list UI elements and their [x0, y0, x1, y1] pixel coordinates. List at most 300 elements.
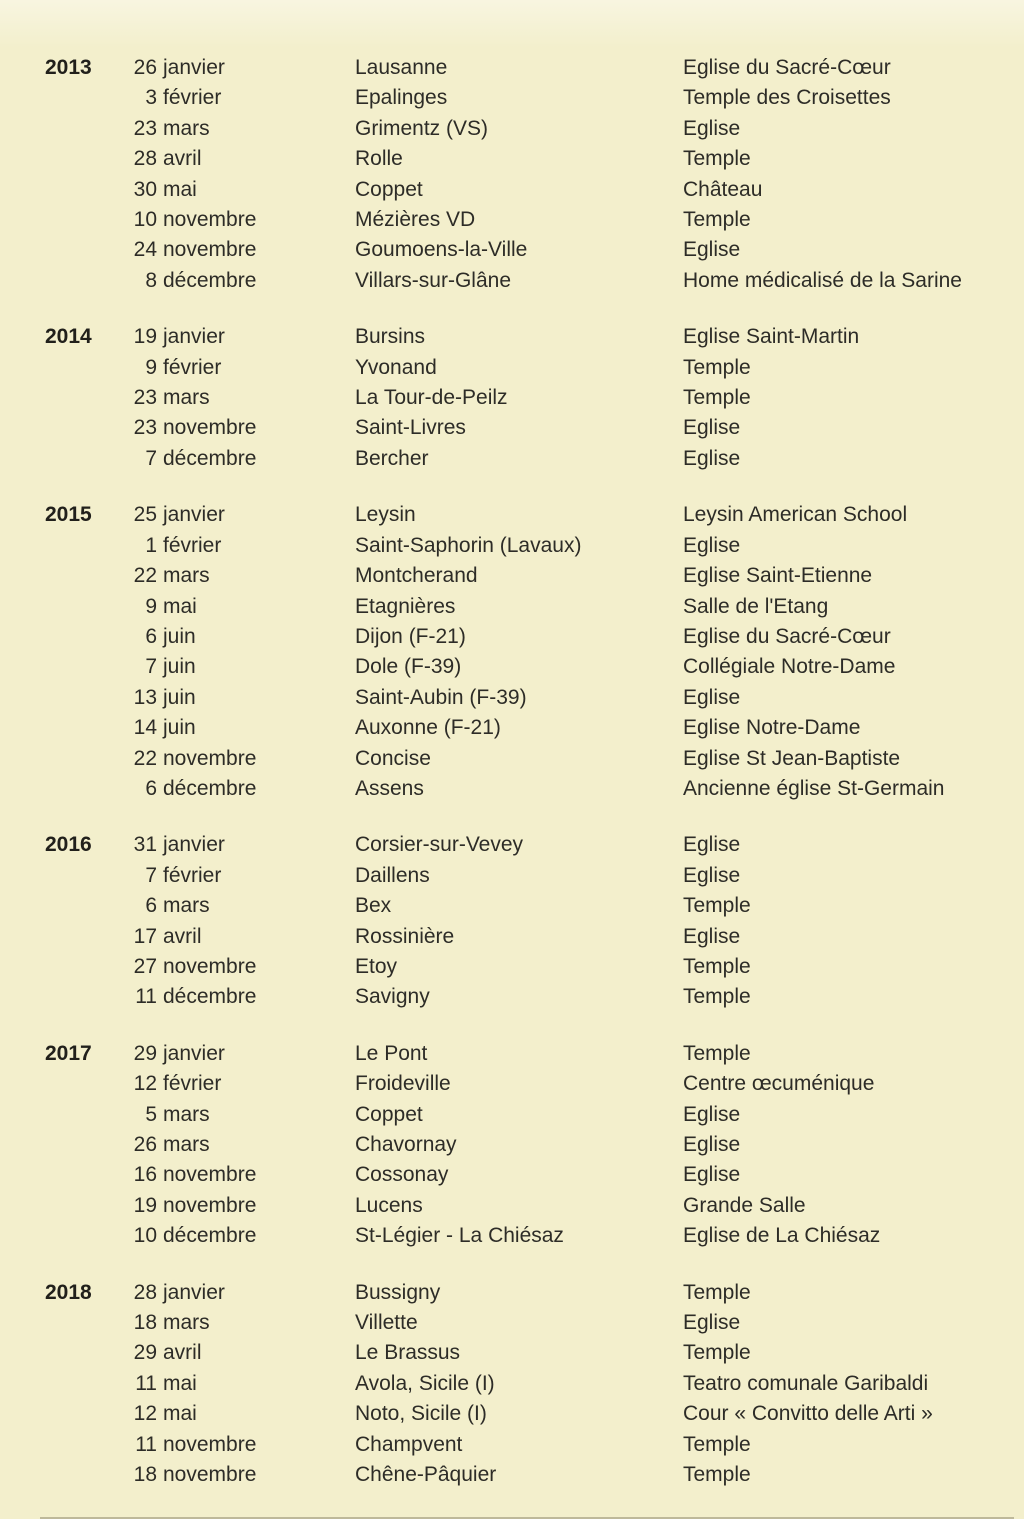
- concert-location: Yvonand: [355, 355, 437, 379]
- concert-month: avril: [163, 924, 202, 948]
- concert-date: [133, 1039, 355, 1069]
- year-label: [45, 1160, 133, 1190]
- concert-venue: Eglise: [683, 1133, 741, 1156]
- concert-row: [45, 861, 1024, 891]
- concert-month: janvier: [163, 325, 225, 349]
- concert-month: mars: [163, 386, 210, 410]
- concert-location: Coppet: [355, 177, 423, 201]
- year-label: [45, 83, 133, 113]
- concert-date: [133, 1369, 355, 1399]
- concert-day: 25: [133, 503, 157, 527]
- concert-venue: Château: [683, 177, 763, 201]
- concert-row: [45, 744, 1024, 774]
- concert-venue: Eglise Saint-Etienne: [683, 564, 873, 588]
- year-label: [45, 205, 133, 235]
- concert-venue: Temple: [683, 985, 751, 1009]
- concert-location: Dole (F-39): [355, 655, 462, 679]
- concert-venue: Temple: [683, 1280, 751, 1304]
- concert-month: décembre: [163, 268, 257, 292]
- concert-row: [45, 1221, 1024, 1251]
- year-label: [45, 1369, 133, 1399]
- concert-row: [45, 53, 1024, 83]
- concert-month: janvier: [163, 503, 225, 527]
- concert-venue: Eglise Notre-Dame: [683, 716, 861, 740]
- concert-day: 7: [145, 655, 157, 679]
- concert-venue: Home médicalisé de la Sarine: [683, 268, 962, 292]
- concert-location: Saint-Saphorin (Lavaux): [355, 533, 582, 557]
- concert-venue: Eglise: [683, 924, 741, 948]
- concert-row: [45, 1160, 1024, 1190]
- concert-day: 19: [133, 325, 157, 349]
- year-label: [45, 266, 133, 296]
- concert-venue: Eglise Saint-Martin: [683, 325, 860, 349]
- concert-day: 18: [133, 1463, 157, 1487]
- concert-venue: Temple: [683, 147, 751, 171]
- concert-venue: Teatro comunale Garibaldi: [683, 1371, 929, 1395]
- concert-venue: Temple: [683, 1341, 751, 1365]
- concert-date: [133, 713, 355, 743]
- year-label: [45, 1221, 133, 1251]
- concert-row: [45, 175, 1024, 205]
- concert-row: [45, 205, 1024, 235]
- concert-date: [133, 922, 355, 952]
- concert-date: [133, 1278, 355, 1308]
- concert-day: 27: [133, 954, 157, 978]
- concert-row: [45, 952, 1024, 982]
- concert-month: mars: [163, 116, 210, 140]
- concert-location: Froideville: [355, 1072, 451, 1096]
- concert-date: [133, 500, 355, 530]
- concert-day: 28: [133, 1280, 157, 1304]
- concert-date: [133, 1338, 355, 1368]
- concert-date: [133, 830, 355, 860]
- concert-day: 3: [145, 86, 157, 110]
- concert-month: mai: [163, 1371, 197, 1395]
- concert-row: [45, 413, 1024, 443]
- concert-month: février: [163, 1072, 222, 1096]
- year-section: [45, 1039, 1024, 1252]
- concert-row: [45, 322, 1024, 352]
- concert-month: juin: [163, 624, 196, 648]
- concert-day: 26: [133, 56, 157, 79]
- year-label: [45, 1308, 133, 1338]
- concert-location: Cossonay: [355, 1163, 449, 1187]
- concert-date: [133, 322, 355, 352]
- concert-location: Bursins: [355, 325, 426, 349]
- year-label: 2014: [45, 325, 92, 349]
- concert-row: [45, 652, 1024, 682]
- concert-month: mai: [163, 177, 197, 201]
- concert-location: Auxonne (F-21): [355, 716, 501, 740]
- concert-location: Epalinges: [355, 86, 448, 110]
- concert-venue: Eglise: [683, 685, 741, 709]
- concert-location: Leysin: [355, 503, 416, 527]
- concert-date: [133, 774, 355, 804]
- concert-location: Goumoens-la-Ville: [355, 238, 528, 262]
- year-label: 2016: [45, 833, 92, 857]
- concert-date: [133, 413, 355, 443]
- concert-venue: Temple: [683, 355, 751, 379]
- concert-location: Rolle: [355, 147, 403, 171]
- concert-venue: Eglise St Jean-Baptiste: [683, 746, 901, 770]
- concert-month: novembre: [163, 954, 257, 978]
- concert-month: novembre: [163, 1193, 257, 1217]
- concert-day: 11: [135, 985, 157, 1009]
- concert-location: Champvent: [355, 1432, 463, 1456]
- concert-row: [45, 1130, 1024, 1160]
- concert-date: [133, 982, 355, 1012]
- concert-date: [133, 1460, 355, 1490]
- concert-venue: Eglise: [683, 1163, 741, 1187]
- concert-row: [45, 922, 1024, 952]
- concert-location: Bex: [355, 894, 392, 918]
- concert-date: [133, 1221, 355, 1251]
- concert-date: [133, 444, 355, 474]
- concert-day: 18: [133, 1311, 157, 1335]
- concert-row: [45, 891, 1024, 921]
- concert-date: [133, 1191, 355, 1221]
- concert-row: [45, 982, 1024, 1012]
- concert-date: [133, 1399, 355, 1429]
- concert-row: [45, 383, 1024, 413]
- year-label: 2018: [45, 1280, 92, 1304]
- concert-location: Daillens: [355, 863, 430, 887]
- concert-date: [133, 561, 355, 591]
- concert-day: 29: [133, 1041, 157, 1065]
- concert-location: La Tour-de-Peilz: [355, 386, 508, 410]
- year-label: 2015: [45, 503, 92, 527]
- concert-location: Noto, Sicile (I): [355, 1402, 487, 1426]
- concert-month: mars: [163, 1133, 210, 1156]
- concert-row: [45, 500, 1024, 530]
- concert-location: St-Légier - La Chiésaz: [355, 1224, 564, 1248]
- concert-venue: Temple: [683, 1463, 751, 1487]
- concert-date: [133, 622, 355, 652]
- year-label: [45, 774, 133, 804]
- concert-day: 19: [133, 1193, 157, 1217]
- concert-month: avril: [163, 1341, 202, 1365]
- concert-date: [133, 175, 355, 205]
- concert-day: 24: [133, 238, 157, 262]
- concert-day: 5: [145, 1102, 157, 1126]
- concert-day: 8: [145, 268, 157, 292]
- concert-row: [45, 774, 1024, 804]
- concert-month: février: [163, 533, 222, 557]
- concert-location: Concise: [355, 746, 431, 770]
- concert-row: [45, 1191, 1024, 1221]
- concert-month: mai: [163, 594, 197, 618]
- concert-month: décembre: [163, 776, 257, 800]
- concert-date: [133, 83, 355, 113]
- concert-date: [133, 53, 355, 83]
- concert-month: janvier: [163, 1280, 225, 1304]
- concert-venue: Eglise de La Chiésaz: [683, 1224, 881, 1248]
- concert-month: décembre: [163, 446, 257, 470]
- concert-location: Grimentz (VS): [355, 116, 489, 140]
- concert-month: mars: [163, 1311, 210, 1335]
- concert-location: Le Pont: [355, 1041, 428, 1065]
- year-label: [45, 444, 133, 474]
- year-label: [45, 1100, 133, 1130]
- concert-day: 6: [145, 776, 157, 800]
- concert-day: 13: [133, 685, 157, 709]
- concert-day: 1: [145, 533, 157, 557]
- year-label: [45, 1191, 133, 1221]
- year-section: [45, 500, 1024, 804]
- concert-date: [133, 205, 355, 235]
- concert-venue: Eglise: [683, 1102, 741, 1126]
- concert-location: Coppet: [355, 1102, 423, 1126]
- concert-day: 11: [135, 1432, 157, 1456]
- year-section: [45, 1278, 1024, 1491]
- concert-location: Saint-Livres: [355, 416, 466, 440]
- concert-day: 6: [145, 894, 157, 918]
- year-label: [45, 413, 133, 443]
- concert-day: 22: [133, 564, 157, 588]
- concert-location: Villars-sur-Glâne: [355, 268, 511, 292]
- concert-date: [133, 1069, 355, 1099]
- concert-location: Rossinière: [355, 924, 455, 948]
- concert-row: [45, 1039, 1024, 1069]
- concert-location: Etagnières: [355, 594, 456, 618]
- year-label: [45, 175, 133, 205]
- concert-row: [45, 713, 1024, 743]
- year-rows: [45, 53, 1024, 296]
- concert-row: [45, 1278, 1024, 1308]
- year-label: [45, 713, 133, 743]
- year-label: 2013: [45, 56, 92, 79]
- concert-venue: Eglise: [683, 833, 741, 857]
- concert-date: [133, 353, 355, 383]
- year-section: [45, 322, 1024, 474]
- year-section: [45, 830, 1024, 1012]
- concert-month: février: [163, 863, 222, 887]
- year-label: [45, 861, 133, 891]
- concert-location: Montcherand: [355, 564, 478, 588]
- concert-venue: Eglise: [683, 238, 741, 262]
- year-rows: [45, 500, 1024, 804]
- concert-day: 7: [145, 863, 157, 887]
- concert-date: [133, 383, 355, 413]
- concert-row: [45, 83, 1024, 113]
- concert-day: 9: [145, 355, 157, 379]
- concert-location: Etoy: [355, 954, 398, 978]
- concert-row: [45, 144, 1024, 174]
- concert-date: [133, 744, 355, 774]
- concert-date: [133, 1130, 355, 1160]
- concert-month: novembre: [163, 208, 257, 232]
- concert-venue: Temple: [683, 894, 751, 918]
- concert-day: 23: [133, 386, 157, 410]
- concert-day: 6: [145, 624, 157, 648]
- year-label: [45, 952, 133, 982]
- concert-month: février: [163, 355, 222, 379]
- concert-month: juin: [163, 716, 196, 740]
- year-label: [45, 1338, 133, 1368]
- concert-location: Assens: [355, 776, 424, 800]
- concert-location: Saint-Aubin (F-39): [355, 685, 527, 709]
- concert-date: [133, 1430, 355, 1460]
- concert-day: 11: [135, 1371, 157, 1395]
- concert-venue: Collégiale Notre-Dame: [683, 655, 896, 679]
- year-label: [45, 144, 133, 174]
- year-label: [45, 592, 133, 622]
- year-rows: [45, 322, 1024, 474]
- concert-row: [45, 683, 1024, 713]
- year-label: [45, 1130, 133, 1160]
- concert-day: 28: [133, 147, 157, 171]
- concert-day: 23: [133, 416, 157, 440]
- concert-venue: Leysin American School: [683, 503, 908, 527]
- concert-month: mai: [163, 1402, 197, 1426]
- concert-date: [133, 235, 355, 265]
- concert-row: [45, 1430, 1024, 1460]
- concert-row: [45, 1100, 1024, 1130]
- concert-date: [133, 1100, 355, 1130]
- concert-venue: Temple: [683, 954, 751, 978]
- concert-venue: Salle de l'Etang: [683, 594, 829, 618]
- year-label: [45, 383, 133, 413]
- year-label: [45, 353, 133, 383]
- concert-day: 31: [133, 833, 157, 857]
- concert-venue: Eglise: [683, 416, 741, 440]
- concert-date: [133, 952, 355, 982]
- concert-month: novembre: [163, 1432, 257, 1456]
- year-rows: [45, 1278, 1024, 1491]
- concert-row: [45, 1399, 1024, 1429]
- concert-date: [133, 683, 355, 713]
- year-rows: [45, 1039, 1024, 1252]
- year-label: [45, 982, 133, 1012]
- concert-date: [133, 891, 355, 921]
- concert-location: Avola, Sicile (I): [355, 1371, 495, 1395]
- concert-venue: Temple: [683, 1041, 751, 1065]
- concert-date: [133, 652, 355, 682]
- concert-location: Savigny: [355, 985, 430, 1009]
- concert-row: [45, 830, 1024, 860]
- concert-venue: Temple: [683, 386, 751, 410]
- concert-venue: Eglise: [683, 863, 741, 887]
- concert-day: 12: [133, 1072, 157, 1096]
- year-label: [45, 1399, 133, 1429]
- year-label: [45, 114, 133, 144]
- year-label: [45, 744, 133, 774]
- concert-day: 16: [133, 1163, 157, 1187]
- year-label: [45, 1460, 133, 1490]
- concert-month: novembre: [163, 1463, 257, 1487]
- year-label: 2017: [45, 1041, 92, 1065]
- year-label: [45, 1430, 133, 1460]
- concert-row: [45, 1369, 1024, 1399]
- concert-month: décembre: [163, 1224, 257, 1248]
- concert-location: Chêne-Pâquier: [355, 1463, 497, 1487]
- concert-day: 12: [133, 1402, 157, 1426]
- concert-month: janvier: [163, 56, 225, 79]
- concert-venue: Eglise: [683, 446, 741, 470]
- concert-venue: Eglise: [683, 533, 741, 557]
- concert-venue: Temple: [683, 208, 751, 232]
- concert-venue: Cour « Convitto delle Arti »: [683, 1402, 933, 1426]
- concert-date: [133, 861, 355, 891]
- concert-month: novembre: [163, 416, 257, 440]
- year-label: [45, 922, 133, 952]
- concert-day: 17: [133, 924, 157, 948]
- concert-month: janvier: [163, 833, 225, 857]
- year-label: [45, 561, 133, 591]
- year-label: [45, 531, 133, 561]
- year-label: [45, 235, 133, 265]
- concert-month: mars: [163, 1102, 210, 1126]
- concert-venue: Eglise: [683, 116, 741, 140]
- year-label: [45, 652, 133, 682]
- concert-day: 29: [133, 1341, 157, 1365]
- year-label: [45, 622, 133, 652]
- concert-date: [133, 114, 355, 144]
- concert-location: Lausanne: [355, 56, 448, 79]
- year-section: [45, 53, 1024, 296]
- concert-row: [45, 1308, 1024, 1338]
- concert-month: juin: [163, 685, 196, 709]
- concert-day: 10: [133, 1224, 157, 1248]
- concert-date: [133, 1308, 355, 1338]
- concert-row: [45, 353, 1024, 383]
- concert-location: Chavornay: [355, 1133, 457, 1156]
- concert-month: mars: [163, 564, 210, 588]
- concert-venue: Grande Salle: [683, 1193, 806, 1217]
- concert-month: novembre: [163, 746, 257, 770]
- concert-venue: Eglise du Sacré-Cœur: [683, 56, 891, 79]
- concert-row: [45, 622, 1024, 652]
- concert-month: décembre: [163, 985, 257, 1009]
- concert-row: [45, 1460, 1024, 1490]
- concert-row: [45, 114, 1024, 144]
- concert-month: mars: [163, 894, 210, 918]
- concert-date: [133, 1160, 355, 1190]
- concert-row: [45, 592, 1024, 622]
- concert-month: février: [163, 86, 222, 110]
- concert-day: 26: [133, 1133, 157, 1156]
- year-label: [45, 891, 133, 921]
- concert-venue: Eglise: [683, 1311, 741, 1335]
- concert-date: [133, 531, 355, 561]
- concert-row: [45, 1069, 1024, 1099]
- concert-location: Bussigny: [355, 1280, 441, 1304]
- concert-location: Corsier-sur-Vevey: [355, 833, 524, 857]
- concert-month: avril: [163, 147, 202, 171]
- concert-location: Mézières VD: [355, 208, 476, 232]
- concert-day: 9: [145, 594, 157, 618]
- concert-day: 14: [133, 716, 157, 740]
- concert-location: Le Brassus: [355, 1341, 461, 1365]
- concert-day: 10: [133, 208, 157, 232]
- concert-month: novembre: [163, 1163, 257, 1187]
- concert-day: 7: [145, 446, 157, 470]
- year-rows: [45, 830, 1024, 1012]
- concert-row: [45, 561, 1024, 591]
- concert-location: Villette: [355, 1311, 418, 1335]
- concert-venue: Temple des Croisettes: [683, 86, 891, 110]
- concert-row: [45, 235, 1024, 265]
- concert-location: Bercher: [355, 446, 429, 470]
- concert-venue: Eglise du Sacré-Cœur: [683, 624, 891, 648]
- concert-month: janvier: [163, 1041, 225, 1065]
- concert-day: 30: [133, 177, 157, 201]
- concert-venue: Ancienne église St-Germain: [683, 776, 945, 800]
- concert-date: [133, 592, 355, 622]
- concert-month: novembre: [163, 238, 257, 262]
- concert-row: [45, 531, 1024, 561]
- year-label: [45, 1069, 133, 1099]
